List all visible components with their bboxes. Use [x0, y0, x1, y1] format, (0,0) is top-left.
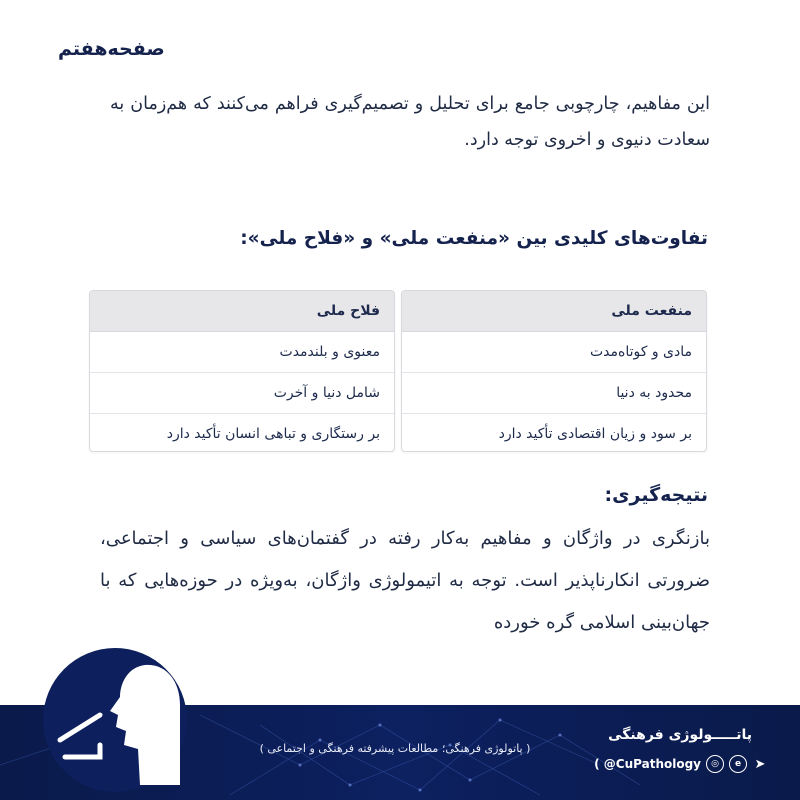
page-label: صفحه‌هفتم	[58, 38, 165, 60]
table-header: منفعت ملی	[402, 291, 706, 332]
table-cell: بر سود و زیان اقتصادی تأکید دارد	[498, 426, 692, 442]
comparison-table	[89, 290, 707, 452]
eitaa-icon: e	[729, 755, 747, 773]
table-cell: شامل دنیا و آخرت	[90, 373, 394, 414]
table-column-manfaat	[401, 290, 707, 452]
brand-title: پاتـــــولوژی فرهنگی	[608, 727, 752, 743]
conclusion-paragraph: بازنگری در واژگان و مفاهیم به‌کار رفته در گفتمان‌های سیاسی و اجتماعی، ضرورتی انکارناپذیر است. توجه به اتیمولوژی واژگان، به‌ویژه در حوزه‌هایی که با جهان‌بینی اسلامی گره خورده	[100, 528, 710, 633]
brand-handle-row	[594, 755, 768, 773]
brand-handle: ( @CuPathology	[594, 757, 701, 771]
table-header: فلاح ملی	[90, 291, 394, 332]
table-cell: مادی و کوتاه‌مدت	[402, 332, 706, 373]
table-cell: بر رستگاری و تباهی انسان تأکید دارد	[166, 426, 380, 442]
conclusion-heading: نتیجه‌گیری:	[604, 484, 708, 506]
logo	[40, 645, 190, 795]
footer-caption: ( پاتولوژی فرهنگی؛ مطالعات پیشرفته فرهنگی و اجتماعی )	[259, 742, 531, 755]
section-heading: تفاوت‌های کلیدی بین «منفعت ملی» و «فلاح ملی»:	[240, 228, 708, 249]
table-column-falah	[89, 290, 395, 452]
intro-paragraph: این مفاهیم، چارچوبی جامع برای تحلیل و تصمیم‌گیری فراهم می‌کنند که هم‌زمان به سعادت دنیوی و اخروی توجه دارد.	[110, 94, 710, 150]
instagram-icon: ◎	[706, 755, 724, 773]
table-cell: معنوی و بلندمدت	[90, 332, 394, 373]
table-cell: محدود به دنیا	[402, 373, 706, 414]
telegram-icon: ➤	[754, 756, 766, 772]
